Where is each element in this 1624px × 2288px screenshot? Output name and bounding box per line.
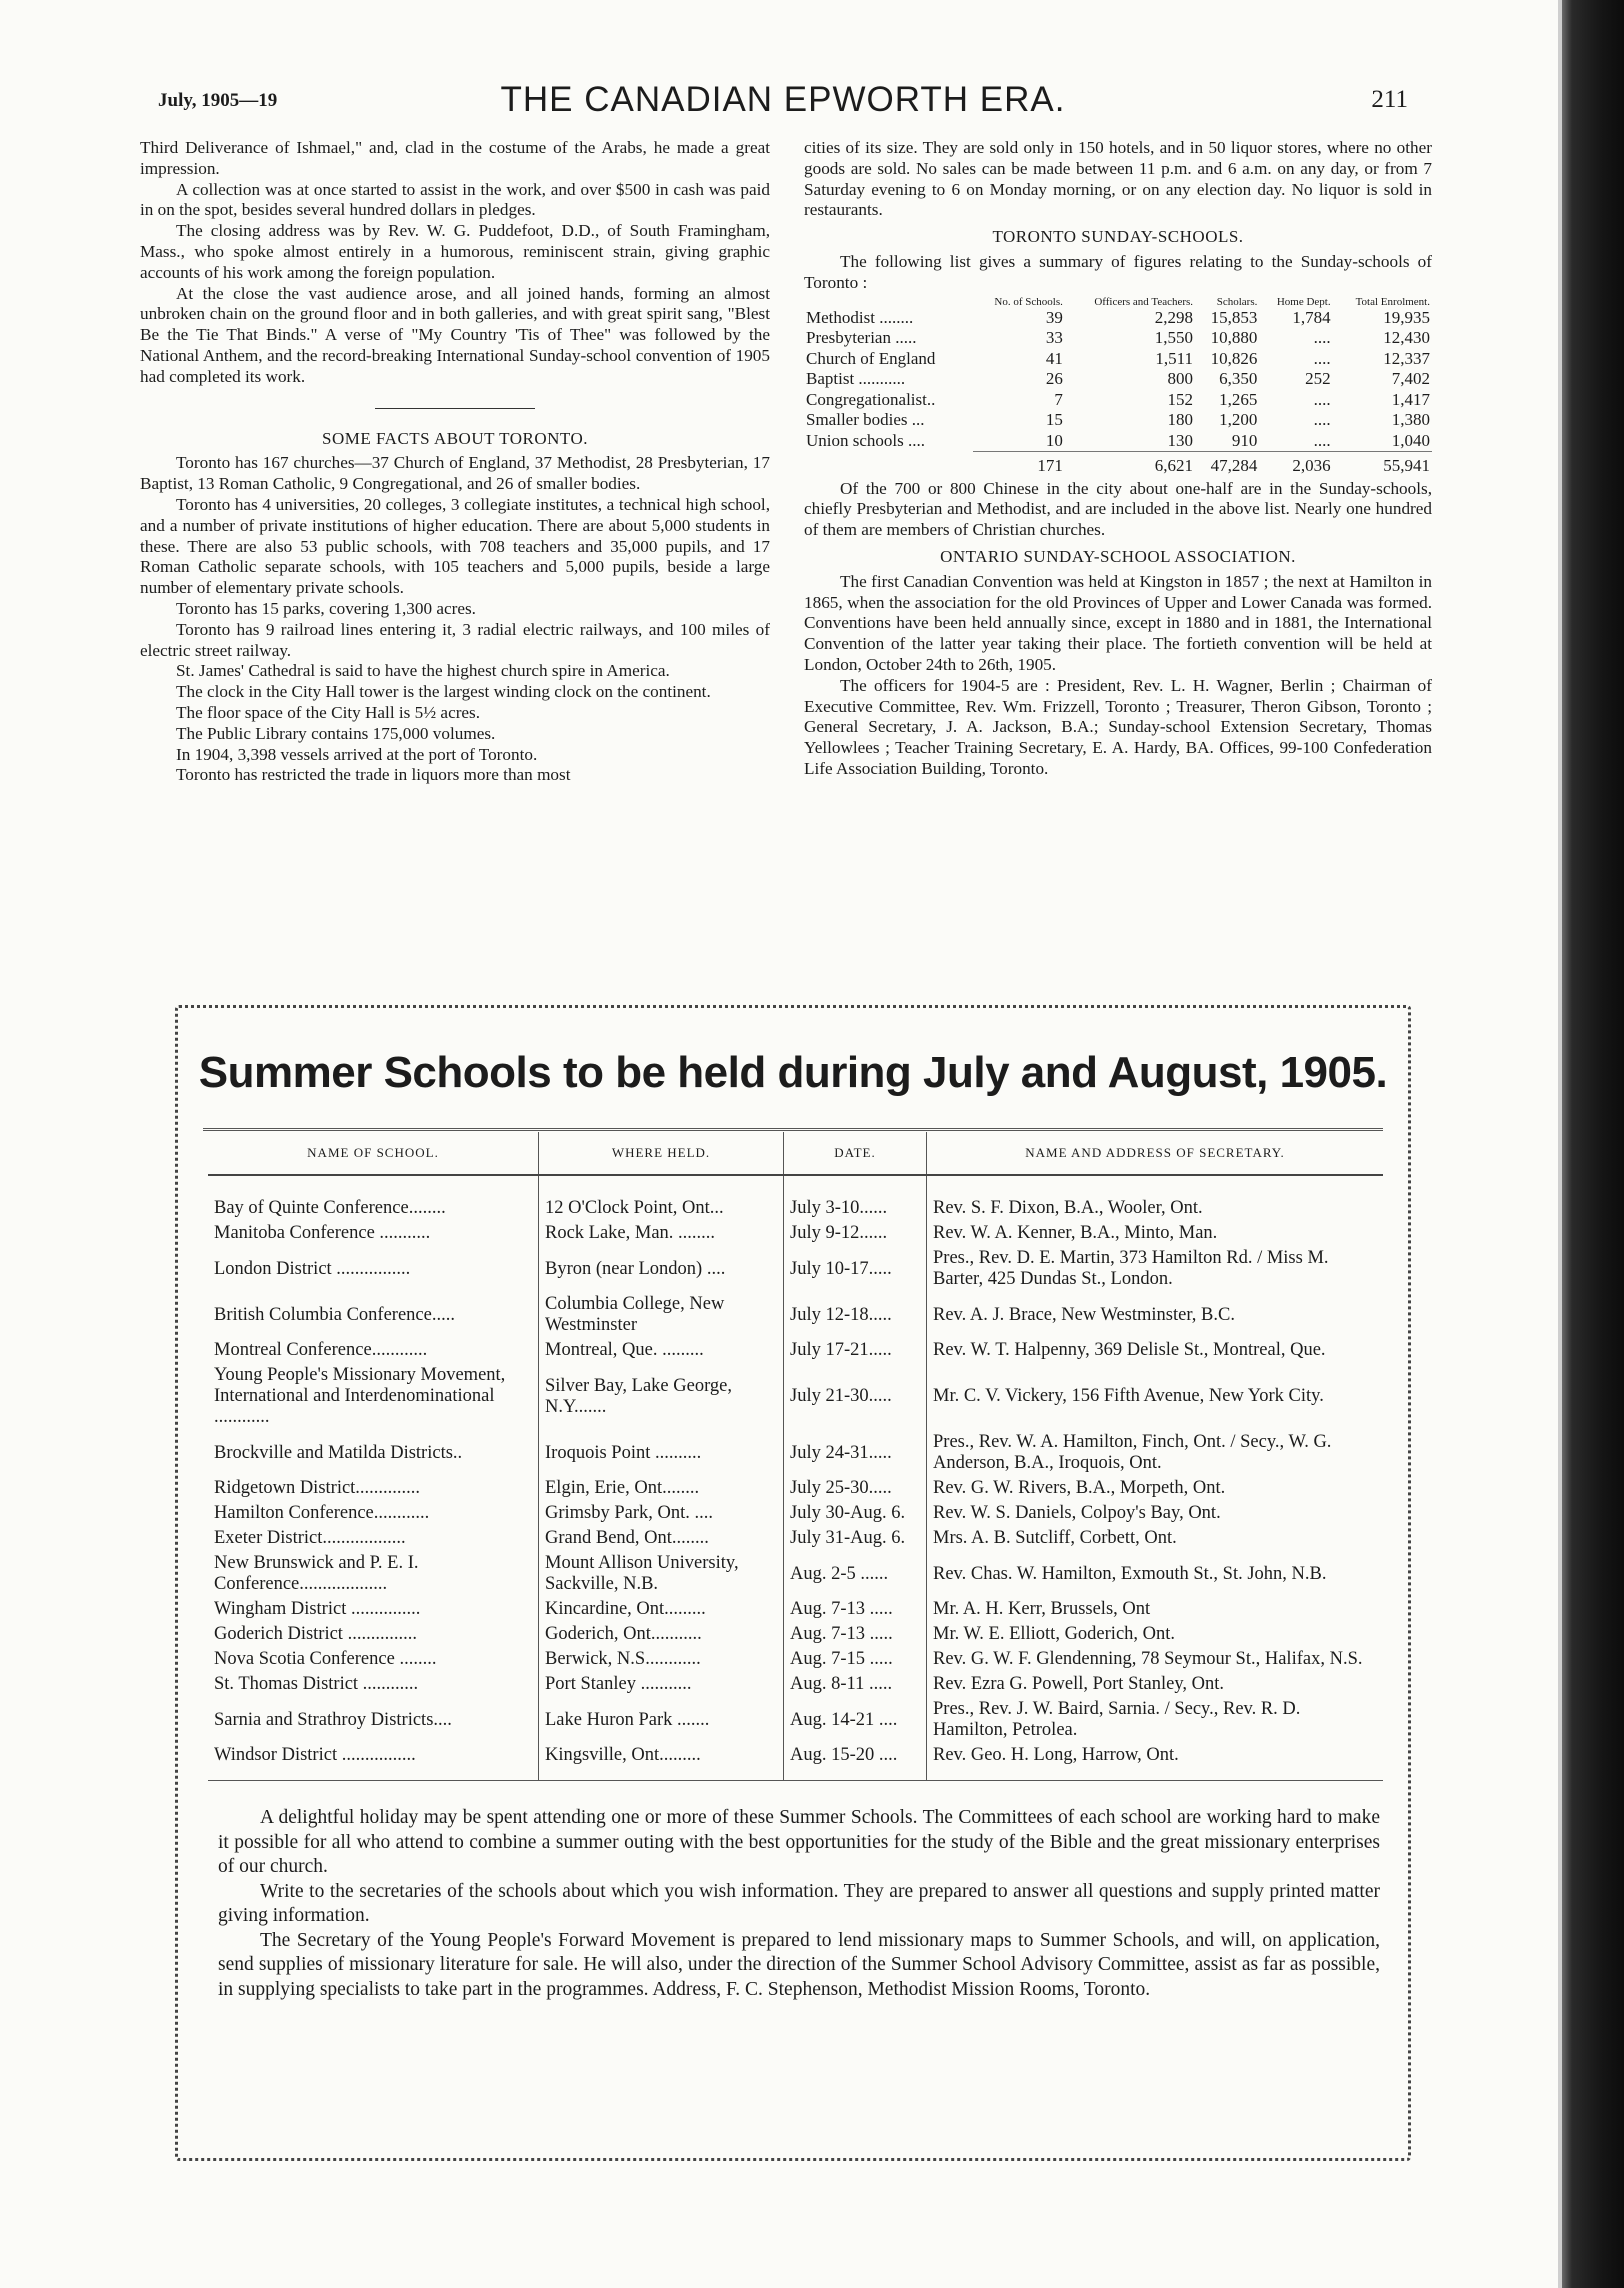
date-cell: July 3-10...... (784, 1196, 927, 1221)
number-cell: 10,826 (1210, 348, 1258, 368)
denomination-cell: Methodist ........ (806, 307, 914, 327)
spacer-cell (784, 1175, 927, 1196)
date-cell: Aug. 14-21 .... (784, 1697, 927, 1743)
paragraph: The closing address was by Rev. W. G. Puddefoot, D.D., of South Framingham, Mass., who spoke almost entirely in a humorous, reminiscent strain, giving graphic accounts of his work among the foreign population. (140, 221, 770, 282)
table-row (208, 1246, 1383, 1292)
table-row (208, 1647, 1383, 1672)
spacer-row (208, 1175, 1383, 1196)
table-row (208, 1501, 1383, 1526)
column-header: Total Enrolment. (1355, 295, 1430, 308)
table-row (208, 1672, 1383, 1697)
column-header: Home Dept. (1276, 295, 1331, 308)
table-row (208, 1622, 1383, 1647)
table-header-row (208, 1132, 1383, 1175)
section-heading: TORONTO SUNDAY-SCHOOLS. (992, 227, 1244, 247)
date-cell: Aug. 7-15 ..... (784, 1647, 927, 1672)
table-row (208, 1476, 1383, 1501)
table-row (208, 1526, 1383, 1551)
table-row (208, 1221, 1383, 1246)
location-cell: Grimsby Park, Ont. .... (539, 1501, 784, 1526)
date-cell: Aug. 8-11 ..... (784, 1672, 927, 1697)
paragraph: The officers for 1904-5 are : President, Rev. L. H. Wagner, Berlin ; Chairman of Executive Committee, Rev. Wm. Frizzell, Toronto ; Treasurer, Theron Gibson, Toronto ; General Secretary, J. A. Jackson, B.A.; Sunday-school Extension Secretary, Thomas Yellowlees ; Teacher Training Secretary, E. A. Hardy, BA. Offices, 99-100 Confederation Life Association Building, Toronto. (804, 675, 1432, 778)
table-row (804, 308, 1432, 329)
table-row (208, 1338, 1383, 1363)
column-header: Officers and Teachers. (1094, 295, 1194, 308)
number-cell: 10 (1045, 430, 1063, 450)
date-cell: Aug. 7-13 ..... (784, 1622, 927, 1647)
school-name-cell: London District ................ (214, 1258, 411, 1279)
number-cell: 180 (1167, 410, 1194, 430)
spacer-cell (927, 1175, 1384, 1196)
column-header: DATE. (784, 1132, 927, 1175)
totals-row (804, 452, 1432, 477)
column-header: NAME AND ADDRESS OF SECRETARY. (927, 1132, 1384, 1175)
date-cell: July 30-Aug. 6. (784, 1501, 927, 1526)
total-cell: 55,941 (1333, 452, 1432, 477)
table-row (208, 1551, 1383, 1597)
number-cell: 15 (1045, 410, 1063, 430)
number-cell: 1,784 (1292, 307, 1331, 327)
denomination-cell: Church of England (806, 348, 936, 368)
date-cell: July 10-17..... (784, 1246, 927, 1292)
school-name-cell: Windsor District ................ (214, 1745, 416, 1765)
table-row (804, 349, 1432, 370)
location-cell: Columbia College, New Westminster (539, 1292, 784, 1338)
box-title: Summer Schools to be held during July and August, 1905. (198, 1048, 1388, 1097)
table-row (208, 1196, 1383, 1221)
table-row (804, 410, 1432, 431)
school-name-cell: Exeter District.................. (214, 1528, 406, 1548)
number-cell: 7 (1054, 389, 1063, 409)
fact-paragraph: St. James' Cathedral is said to have the highest church spire in America. (176, 661, 670, 681)
secretary-cell: Rev. W. S. Daniels, Colpoy's Bay, Ont. (927, 1501, 1384, 1526)
school-name-cell: St. Thomas District ............ (214, 1674, 419, 1694)
date-cell: Aug. 15-20 .... (784, 1743, 927, 1780)
page-number: 211 (1371, 86, 1408, 113)
number-cell: .... (1313, 389, 1331, 409)
paragraph: cities of its size. They are sold only in 150 hotels, and in 50 liquor stores, where no other goods are sold. No sales can be made between 11 p.m. and 6 a.m. on any day, or from 7 Saturday evening to 6 on Monday morning, or on any election day. No liquor is sold in restaurants. (804, 138, 1432, 220)
number-cell: 2,298 (1154, 307, 1194, 327)
location-cell: Byron (near London) .... (539, 1246, 784, 1292)
number-cell: 41 (1045, 348, 1063, 368)
left-column (140, 138, 770, 786)
number-cell: 1,265 (1219, 389, 1258, 409)
location-cell: Iroquois Point .......... (539, 1430, 784, 1476)
number-cell: 19,935 (1383, 307, 1430, 327)
paragraph: The first Canadian Convention was held at Kingston in 1857 ; the next at Hamilton in 1865, when the association for the old Provinces of Upper and Lower Canada was formed. Conventions have been held annually since, except in 1880 and in 1881, the International Convention of the latter year taking their place. The fortieth convention will be held at London, October 24th to 26th, 1905. (804, 571, 1432, 674)
number-cell: 15,853 (1210, 307, 1258, 327)
table-bottom-rule (208, 1780, 1383, 1781)
school-name-cell: New Brunswick and P. E. I. Conference................... (214, 1553, 419, 1594)
school-name-cell: Nova Scotia Conference ........ (214, 1649, 437, 1669)
school-name-cell: British Columbia Conference..... (214, 1304, 455, 1325)
date-cell: Aug. 2-5 ...... (784, 1551, 927, 1597)
number-cell: 1,040 (1391, 430, 1430, 450)
number-cell: 12,430 (1383, 328, 1430, 348)
number-cell: 152 (1167, 389, 1194, 409)
location-cell: Silver Bay, Lake George, N.Y....... (539, 1363, 784, 1430)
table-body (208, 1175, 1383, 1780)
number-cell: .... (1313, 430, 1331, 450)
note-paragraph: The Secretary of the Young People's Forward Movement is prepared to lend missionary maps to Summer Schools, and will, on application, send supplies of missionary literature for sale. He will also, under the direction of the Summer School Advisory Committee, assist as far as possible, in supplying specialists to take part in the programmes. Address, F. C. Stephenson, Methodist Mission Rooms, Toronto. (218, 1929, 1380, 2000)
location-cell: Rock Lake, Man. ........ (539, 1221, 784, 1246)
location-cell: Elgin, Erie, Ont........ (539, 1476, 784, 1501)
spacer-cell (208, 1175, 539, 1196)
paragraph: Third Deliverance of Ishmael," and, clad in the costume of the Arabs, he made a great impression. (140, 138, 770, 178)
number-cell: 10,880 (1210, 328, 1258, 348)
total-cell: 47,284 (1195, 452, 1259, 477)
school-name-cell: Young People's Missionary Movement, International and Interdenominational ............ (214, 1365, 506, 1427)
number-cell: 130 (1167, 430, 1194, 450)
table-header-row (804, 296, 1432, 308)
section-heading: SOME FACTS ABOUT TORONTO. (322, 428, 588, 448)
fact-paragraph: In 1904, 3,398 vessels arrived at the port of Toronto. (176, 744, 538, 764)
location-cell: Berwick, N.S............ (539, 1647, 784, 1672)
date-cell: July 24-31..... (784, 1430, 927, 1476)
total-cell (804, 452, 973, 477)
denomination-cell: Baptist ........... (806, 369, 906, 389)
location-cell: 12 O'Clock Point, Ont... (539, 1196, 784, 1221)
number-cell: 800 (1167, 369, 1194, 389)
location-cell: Port Stanley ........... (539, 1672, 784, 1697)
number-cell: 6,350 (1219, 369, 1258, 389)
right-column (804, 138, 1432, 780)
school-name-cell: Sarnia and Strathroy Districts.... (214, 1709, 452, 1730)
table-row (804, 369, 1432, 390)
school-name-cell: Ridgetown District.............. (214, 1478, 421, 1498)
table-row (208, 1697, 1383, 1743)
school-name-cell: Wingham District ............... (214, 1599, 421, 1619)
number-cell: 1,417 (1391, 389, 1430, 409)
note-paragraph: Write to the secretaries of the schools about which you wish information. They are prepared to answer all questions and supply printed matter giving information. (218, 1880, 1380, 1926)
column-header: No. of Schools. (994, 295, 1063, 308)
summer-schools-advertisement (175, 1005, 1411, 2161)
school-name-cell: Montreal Conference............ (214, 1340, 428, 1360)
school-name-cell: Brockville and Matilda Districts.. (214, 1442, 463, 1463)
location-cell: Montreal, Que. ......... (539, 1338, 784, 1363)
location-cell: Kincardine, Ont......... (539, 1597, 784, 1622)
number-cell: 1,511 (1155, 348, 1194, 368)
number-cell: 33 (1045, 328, 1063, 348)
school-name-cell: Bay of Quinte Conference........ (214, 1198, 446, 1218)
location-cell: Grand Bend, Ont........ (539, 1526, 784, 1551)
column-header: WHERE HELD. (539, 1132, 784, 1175)
secretary-cell: Rev. W. A. Kenner, B.A., Minto, Man. (927, 1221, 1384, 1246)
number-cell: 39 (1045, 307, 1063, 327)
number-cell: 1,200 (1219, 410, 1258, 430)
number-cell: .... (1313, 410, 1331, 430)
secretary-cell: Rev. Ezra G. Powell, Port Stanley, Ont. (927, 1672, 1384, 1697)
secretary-cell: Rev. G. W. Rivers, B.A., Morpeth, Ont. (927, 1476, 1384, 1501)
denomination-cell: Presbyterian ..... (806, 328, 917, 348)
number-cell: 1,380 (1391, 410, 1430, 430)
fact-paragraph: The floor space of the City Hall is 5½ acres. (176, 702, 481, 722)
secretary-cell: Mr. W. E. Elliott, Goderich, Ont. (927, 1622, 1384, 1647)
denomination-cell: Congregationalist.. (806, 389, 936, 409)
total-cell: 6,621 (1065, 452, 1195, 477)
table-row (208, 1743, 1383, 1780)
note-paragraph: A delightful holiday may be spent attending one or more of these Summer Schools. The Committees of each school are working hard to make it possible for all who attend to combine a summer outing with the best opportunities for the study of the Bible and the great missionary enterprises of our church. (218, 1807, 1380, 1877)
school-name-cell: Goderich District ............... (214, 1624, 417, 1644)
secretary-cell: Pres., Rev. J. W. Baird, Sarnia. / Secy., Rev. R. D. Hamilton, Petrolea. (927, 1697, 1384, 1743)
table-row (804, 431, 1432, 452)
summer-schools-table (208, 1132, 1383, 1780)
location-cell: Lake Huron Park ....... (539, 1697, 784, 1743)
date-cell: July 31-Aug. 6. (784, 1526, 927, 1551)
fact-paragraph: Toronto has 15 parks, covering 1,300 acres. (176, 598, 476, 618)
book-binding (1562, 0, 1624, 2288)
spacer-cell (539, 1175, 784, 1196)
fact-paragraph: Toronto has 9 railroad lines entering it, 3 radial electric railways, and 100 miles of electric street railway. (140, 619, 770, 660)
secretary-cell: Mr. C. V. Vickery, 156 Fifth Avenue, New York City. (927, 1363, 1384, 1430)
date-cell: July 21-30..... (784, 1363, 927, 1430)
section-heading: ONTARIO SUNDAY-SCHOOL ASSOCIATION. (940, 546, 1296, 566)
fact-paragraph: Toronto has 4 universities, 20 colleges, 3 collegiate institutes, a technical high school, and a number of private institutions of higher education. There are about 5,000 students in these. There are also 53 public schools, with 708 teachers and 35,000 pupils, and 17 Roman Catholic separate schools, with 105 teachers and 5,000 pupils, beside a large number of elementary private schools. (140, 494, 770, 598)
table-body (804, 308, 1432, 477)
number-cell: 12,337 (1383, 348, 1430, 368)
paragraph: At the close the vast audience arose, and all joined hands, forming an almost unbroken chain on the ground floor and in both galleries, and with great spirit sang, "Blest Be the Tie That Binds." A verse of "My Country 'Tis of Thee" was followed by the National Anthem, and the record-breaking International Sunday-school convention of 1905 had completed its work. (140, 283, 770, 386)
number-cell: 252 (1305, 369, 1331, 389)
column-header: NAME OF SCHOOL. (208, 1132, 539, 1175)
school-name-cell: Manitoba Conference ........... (214, 1223, 431, 1243)
date-cell: Aug. 7-13 ..... (784, 1597, 927, 1622)
table-row (804, 390, 1432, 411)
paragraph: Of the 700 or 800 Chinese in the city about one-half are in the Sunday-schools, chiefly Presbyterian and Methodist, and are included in the above list. Nearly one hundred of them are members of Christian churches. (804, 478, 1432, 540)
box-notes (218, 1806, 1380, 2002)
table-row (208, 1597, 1383, 1622)
issue-date: July, 1905—19 (158, 90, 278, 111)
location-cell: Mount Allison University, Sackville, N.B. (539, 1551, 784, 1597)
number-cell: .... (1313, 348, 1331, 368)
location-cell: Goderich, Ont........... (539, 1622, 784, 1647)
double-rule (203, 1128, 1383, 1131)
secretary-cell: Mr. A. H. Kerr, Brussels, Ont (927, 1597, 1384, 1622)
date-cell: July 17-21..... (784, 1338, 927, 1363)
secretary-cell: Mrs. A. B. Sutcliff, Corbett, Ont. (927, 1526, 1384, 1551)
secretary-cell: Rev. A. J. Brace, New Westminster, B.C. (927, 1292, 1384, 1338)
denomination-cell: Smaller bodies ... (806, 410, 925, 430)
fact-paragraph: Toronto has 167 churches—37 Church of England, 37 Methodist, 28 Presbyterian, 17 Baptist, 13 Roman Catholic, 9 Congregational, and 26 of smaller bodies. (140, 453, 770, 494)
total-cell: 171 (973, 452, 1065, 477)
section-divider (375, 408, 535, 409)
secretary-cell: Rev. G. W. F. Glendenning, 78 Seymour St., Halifax, N.S. (927, 1647, 1384, 1672)
secretary-cell: Pres., Rev. W. A. Hamilton, Finch, Ont. / Secy., W. G. Anderson, B.A., Iroquois, Ont. (927, 1430, 1384, 1476)
fact-paragraph: Toronto has restricted the trade in liquors more than most (176, 765, 571, 785)
number-cell: 910 (1231, 430, 1258, 450)
table-row (208, 1363, 1383, 1430)
fact-paragraph: The Public Library contains 175,000 volumes. (176, 723, 496, 743)
secretary-cell: Pres., Rev. D. E. Martin, 373 Hamilton Rd. / Miss M. Barter, 425 Dundas St., London. (927, 1246, 1384, 1292)
column-header: Scholars. (1216, 295, 1258, 308)
date-cell: July 12-18..... (784, 1292, 927, 1338)
total-cell: 2,036 (1259, 452, 1332, 477)
number-cell: 26 (1045, 369, 1063, 389)
date-cell: July 9-12...... (784, 1221, 927, 1246)
secretary-cell: Rev. Geo. H. Long, Harrow, Ont. (927, 1743, 1384, 1780)
fact-paragraph: The clock in the City Hall tower is the largest winding clock on the continent. (176, 682, 711, 702)
paragraph: The following list gives a summary of figures relating to the Sunday-schools of Toronto : (804, 251, 1432, 292)
date-cell: July 25-30..... (784, 1476, 927, 1501)
sunday-school-statistics-table (804, 296, 1432, 477)
paragraph: A collection was at once started to assist in the work, and over $500 in cash was paid in on the spot, besides several hundred dollars in pledges. (140, 179, 770, 220)
publication-title: THE CANADIAN EPWORTH ERA. (500, 80, 1066, 119)
column-header (804, 296, 973, 308)
page-header (158, 80, 1408, 120)
table-row (804, 328, 1432, 349)
secretary-cell: Rev. S. F. Dixon, B.A., Wooler, Ont. (927, 1196, 1384, 1221)
table-row (208, 1292, 1383, 1338)
school-name-cell: Hamilton Conference............ (214, 1503, 430, 1523)
number-cell: 7,402 (1391, 369, 1430, 389)
number-cell: .... (1313, 328, 1331, 348)
secretary-cell: Rev. W. T. Halpenny, 369 Delisle St., Montreal, Que. (927, 1338, 1384, 1363)
location-cell: Kingsville, Ont......... (539, 1743, 784, 1780)
secretary-cell: Rev. Chas. W. Hamilton, Exmouth St., St. John, N.B. (927, 1551, 1384, 1597)
table-row (208, 1430, 1383, 1476)
number-cell: 1,550 (1154, 328, 1194, 348)
denomination-cell: Union schools .... (806, 430, 925, 450)
